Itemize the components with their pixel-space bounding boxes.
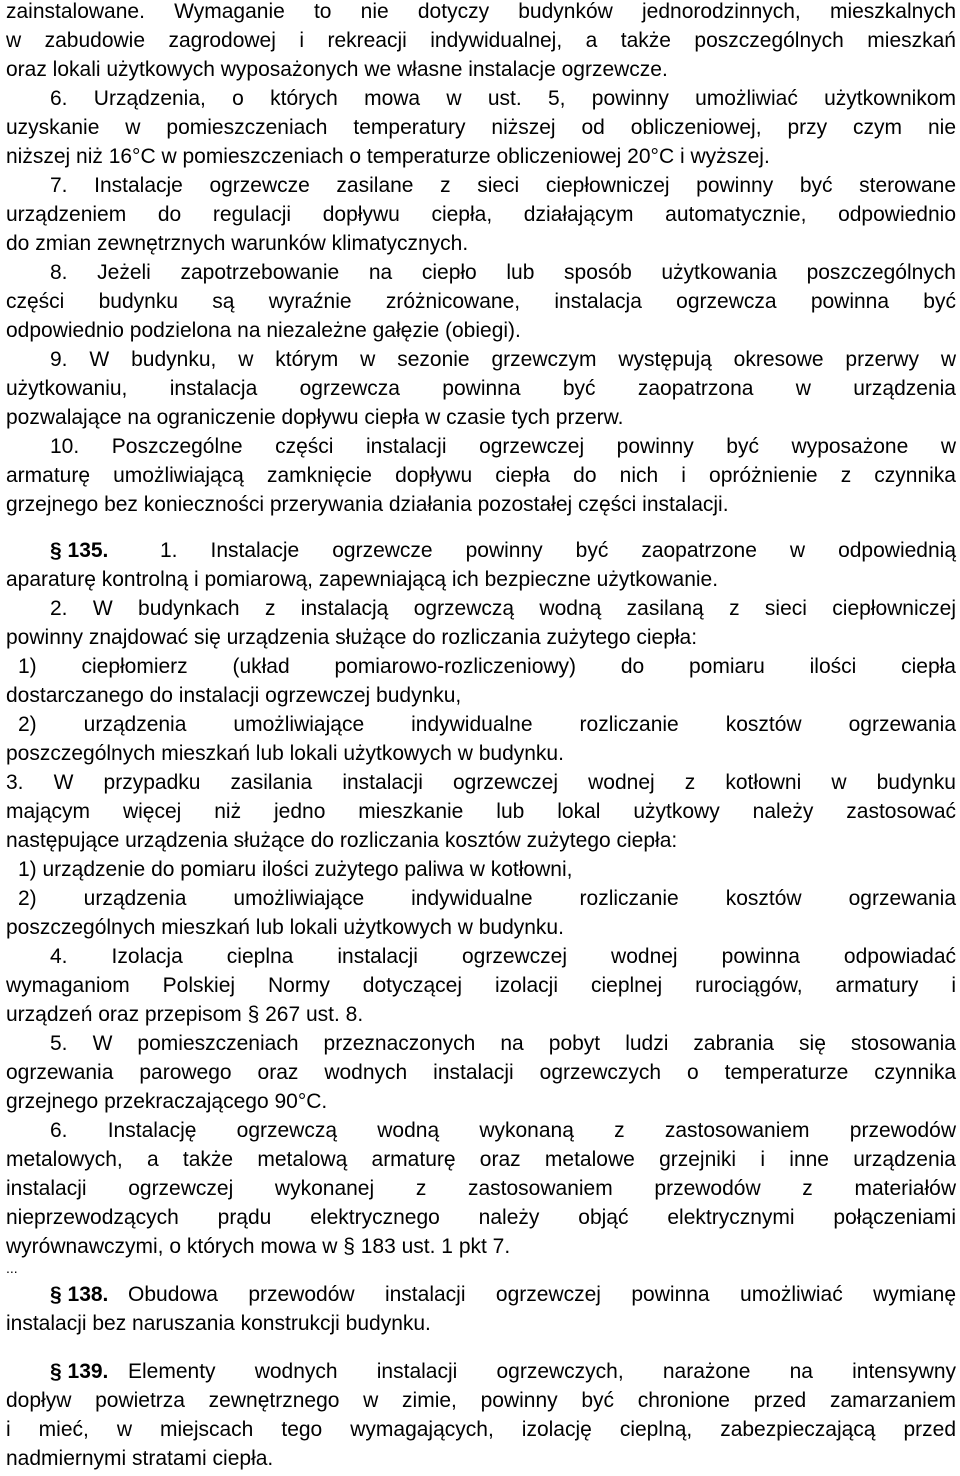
list-item-1: 1) urządzenie do pomiaru ilości zużytego paliwa w kotłowni,	[18, 858, 573, 881]
text-line: poszczególnych mieszkań lub lokali użytkowych w budynku.	[6, 916, 564, 939]
paragraph-2-start: 2. W budynkach z instalacją ogrzewczą wodną zasilaną z sieci ciepłowniczej	[50, 597, 956, 620]
text-line: do zmian zewnętrznych warunków klimatycznych.	[6, 232, 469, 255]
text-line: powinny znajdować się urządzenia służące do rozliczania zużytego ciepła:	[6, 626, 698, 649]
list-item-2: 2) urządzenia umożliwiające indywidualne rozliczanie kosztów ogrzewania	[18, 713, 956, 736]
section-135-heading: § 135.	[50, 539, 109, 562]
text-line: Obudowa przewodów instalacji ogrzewczej powinna umożliwiać wymianę	[128, 1283, 956, 1306]
text-line: uzyskanie w pomieszczeniach temperatury niższej od obliczeniowej, przy czym nie	[6, 116, 956, 139]
text-line: mającym więcej niż jedno mieszkanie lub lokal użytkowy należy zastosować	[6, 800, 956, 823]
text-line: aparaturę kontrolną i pomiarową, zapewniającą ich bezpieczne użytkowanie.	[6, 568, 719, 591]
text-line: w zabudowie zagrodowej i rekreacji indywidualnej, a także poszczególnych mieszkań	[6, 29, 956, 52]
text-line: ogrzewania parowego oraz wodnych instalacji ogrzewczych o temperaturze czynnika	[6, 1061, 956, 1084]
paragraph-5-start: 5. W pomieszczeniach przeznaczonych na pobyt ludzi zabrania się stosowania	[50, 1032, 956, 1055]
paragraph-4-start: 4. Izolacja cieplna instalacji ogrzewczej wodnej powinna odpowiadać	[50, 945, 956, 968]
text-line: niższej niż 16°C w pomieszczeniach o temperaturze obliczeniowej 20°C i wyższej.	[6, 145, 770, 168]
paragraph-10-start: 10. Poszczególne części instalacji ogrzewczej powinny być wyposażone w	[50, 435, 956, 458]
paragraph-7-start: 7. Instalacje ogrzewcze zasilane z sieci ciepłowniczej powinny być sterowane	[50, 174, 956, 197]
paragraph-3-start: 3. W przypadku zasilania instalacji ogrzewczej wodnej z kotłowni w budynku	[6, 771, 956, 794]
text-line: dopływ powietrza zewnętrznego w zimie, powinny być chronione przed zamarzaniem	[6, 1389, 956, 1412]
text-line: następujące urządzenia służące do rozliczania kosztów zużytego ciepła:	[6, 829, 678, 852]
text-line: Elementy wodnych instalacji ogrzewczych, narażone na intensywny	[128, 1360, 956, 1383]
text-line: wymaganiom Polskiej Normy dotyczącej izolacji cieplnej rurociągów, armatury i	[6, 974, 956, 997]
text-line: oraz lokali użytkowych wyposażonych we własne instalacje ogrzewcze.	[6, 58, 668, 81]
list-item-2: 2) urządzenia umożliwiające indywidualne rozliczanie kosztów ogrzewania	[18, 887, 956, 910]
text-line: części budynku są wyraźnie zróżnicowane, instalacja ogrzewcza powinna być	[6, 290, 956, 313]
text-line: grzejnego bez konieczności przerywania działania pozostałej części instalacji.	[6, 493, 729, 516]
section-139-heading: § 139.	[50, 1360, 109, 1383]
text-line: wyrównawczymi, o których mowa w § 183 ust. 1 pkt 7.	[6, 1235, 511, 1258]
text-line: pozwalające na ograniczenie dopływu ciepła w czasie tych przerw.	[6, 406, 624, 429]
paragraph-9-start: 9. W budynku, w którym w sezonie grzewczym występują okresowe przerwy w	[50, 348, 956, 371]
text-line: instalacji ogrzewczej wykonanej z zastosowaniem przewodów z materiałów	[6, 1177, 956, 1200]
text-line: zainstalowane. Wymaganie to nie dotyczy budynków jednorodzinnych, mieszkalnych	[6, 0, 956, 23]
text-line: nieprzewodzących prądu elektrycznego należy objąć elektrycznymi połączeniami	[6, 1206, 956, 1229]
text-line: 1. Instalacje ogrzewcze powinny być zaopatrzone w odpowiednią	[160, 539, 956, 562]
text-line: użytkowaniu, instalacja ogrzewcza powinna być zaopatrzona w urządzenia	[6, 377, 956, 400]
text-line: urządzeniem do regulacji dopływu ciepła, działającym automatycznie, odpowiednio	[6, 203, 956, 226]
text-line: instalacji bez naruszania konstrukcji budynku.	[6, 1312, 431, 1335]
list-item-1: 1) ciepłomierz (układ pomiarowo-rozliczeniowy) do pomiaru ilości ciepła	[18, 655, 956, 678]
paragraph-8-start: 8. Jeżeli zapotrzebowanie na ciepło lub sposób użytkowania poszczególnych	[50, 261, 956, 284]
text-line: dostarczanego do instalacji ogrzewczej budynku,	[6, 684, 462, 707]
text-line: grzejnego przekraczającego 90°C.	[6, 1090, 328, 1113]
text-line: metalowych, a także metalową armaturę oraz metalowe grzejniki i inne urządzenia	[6, 1148, 956, 1171]
section-138-heading: § 138.	[50, 1283, 109, 1306]
text-line: i mieć, w miejscach tego wymagających, izolację cieplną, zabezpieczającą przed	[6, 1418, 956, 1441]
paragraph-6-start: 6. Instalację ogrzewczą wodną wykonaną z zastosowaniem przewodów	[50, 1119, 956, 1142]
text-line: odpowiednio podzielona na niezależne gałęzie (obiegi).	[6, 319, 521, 342]
text-line: nadmiernymi stratami ciepła.	[6, 1447, 274, 1470]
ellipsis: ...	[6, 1260, 18, 1276]
paragraph-6-start: 6. Urządzenia, o których mowa w ust. 5, powinny umożliwiać użytkownikom	[50, 87, 956, 110]
text-line: urządzeń oraz przepisom § 267 ust. 8.	[6, 1003, 364, 1026]
text-line: armaturę umożliwiającą zamknięcie dopływu ciepła do nich i opróżnienie z czynnika	[6, 464, 956, 487]
text-line: poszczególnych mieszkań lub lokali użytkowych w budynku.	[6, 742, 564, 765]
